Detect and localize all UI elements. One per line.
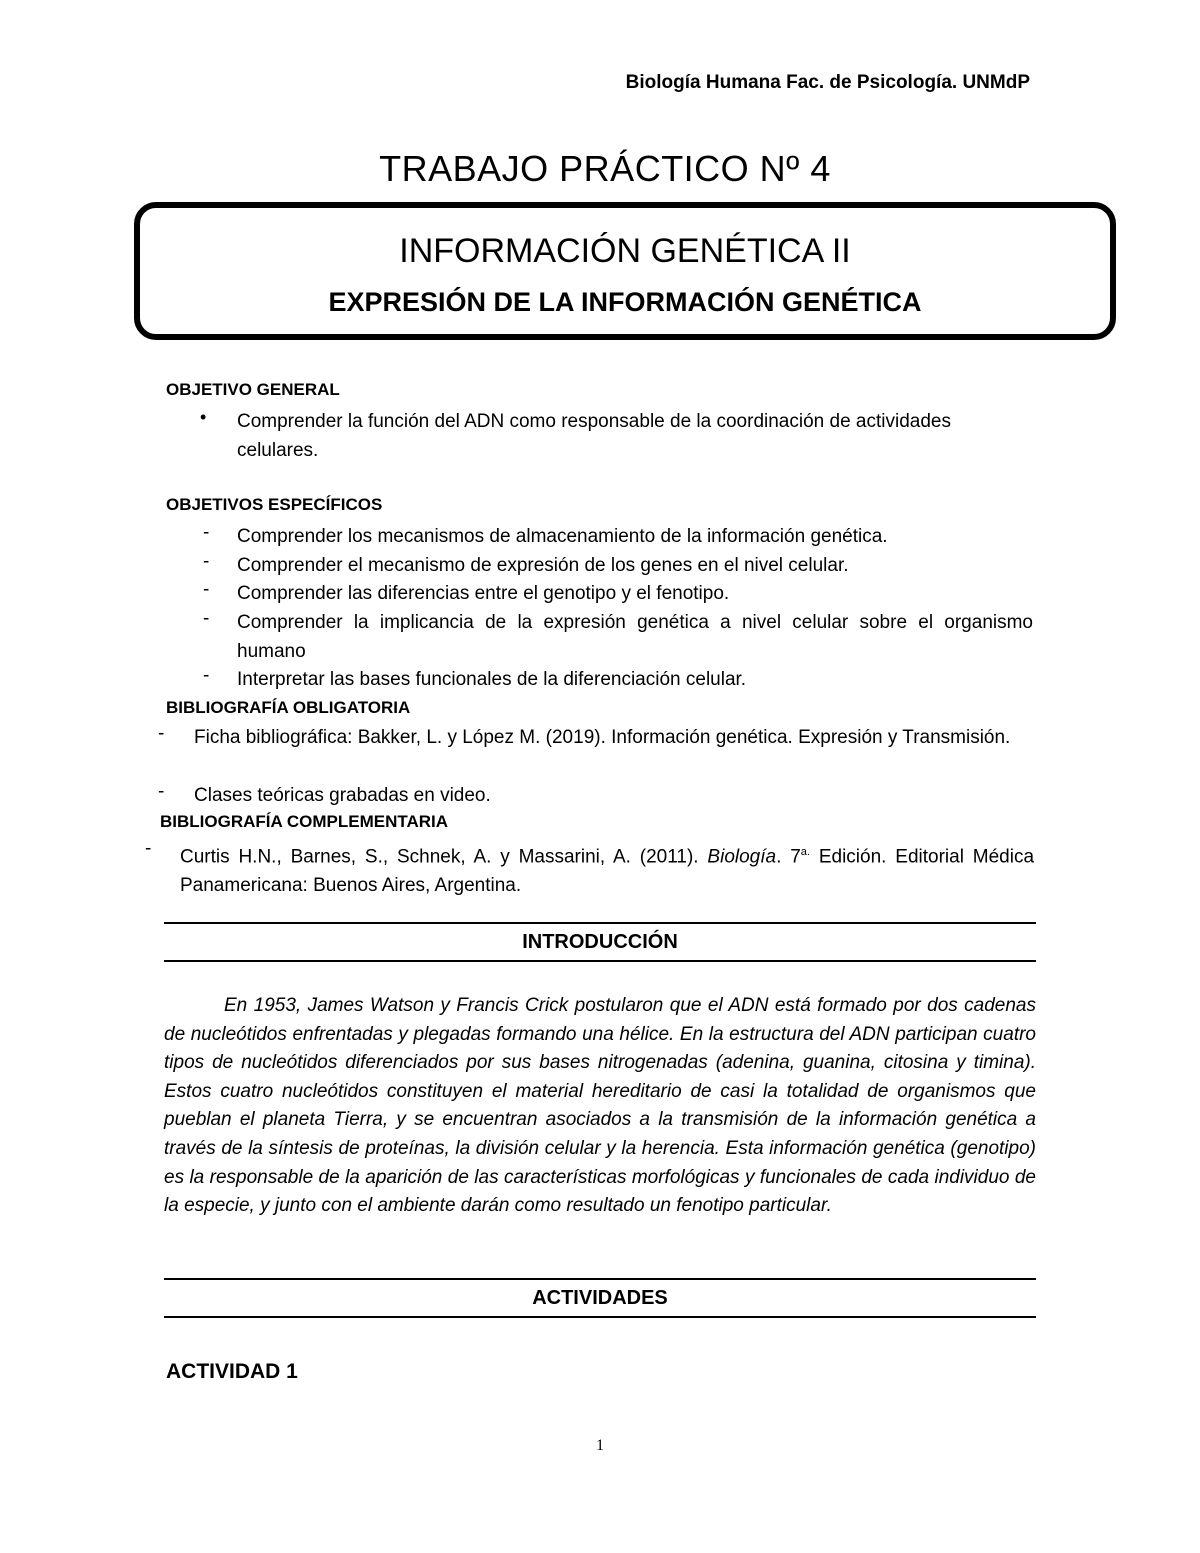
citation-title: Biología [707, 846, 777, 868]
objetivo-especifico-item: Interpretar las bases funcionales de la diferenciación celular. [237, 669, 747, 690]
page-title: TRABAJO PRÁCTICO Nº 4 [379, 148, 831, 189]
divider [164, 922, 1036, 924]
bibliografia-obligatoria-item: Ficha bibliográfica: Bakker, L. y López M. (2019). Información genética. Expresión y Transmisión. [194, 727, 1011, 748]
objetivo-general-item-line2: celulares. [237, 440, 319, 461]
divider [164, 1278, 1036, 1280]
dash-marker: - [158, 723, 165, 744]
citation-superscript: a. [800, 846, 810, 858]
objetivos-especificos-heading: OBJETIVOS ESPECÍFICOS [166, 495, 383, 514]
box-title: INFORMACIÓN GENÉTICA II [399, 232, 851, 270]
header-institution: Biología Humana Fac. de Psicología. UNMdP [625, 72, 1030, 93]
objetivo-general-item-line1: Comprender la función del ADN como responsable de la coordinación de actividades [237, 411, 951, 432]
divider [164, 1316, 1036, 1318]
dash-marker: - [203, 608, 210, 629]
bibliografia-complementaria-heading: BIBLIOGRAFÍA COMPLEMENTARIA [160, 812, 449, 831]
title-box [134, 202, 1116, 340]
citation-edition: . 7 [776, 846, 801, 868]
objetivo-especifico-item: Comprender las diferencias entre el genotipo y el fenotipo. [237, 583, 730, 604]
actividades-heading: ACTIVIDADES [532, 1287, 668, 1309]
bibliografia-complementaria-item [180, 838, 1034, 900]
dash-marker: - [203, 551, 210, 572]
divider [164, 960, 1036, 962]
bibliografia-obligatoria-heading: BIBLIOGRAFÍA OBLIGATORIA [166, 698, 411, 717]
dash-marker: - [158, 781, 165, 802]
introduccion-heading: INTRODUCCIÓN [522, 931, 678, 953]
box-subtitle: EXPRESIÓN DE LA INFORMACIÓN GENÉTICA [328, 287, 922, 317]
dash-marker: - [203, 522, 210, 543]
citation-authors: Curtis H.N., Barnes, S., Schnek, A. y Massarini, A. (2011). [180, 846, 708, 868]
introduccion-text: En 1953, James Watson y Francis Crick postularon que el ADN está formado por dos cadenas de nucleótidos enfrentadas y plegadas formando una hélice. En la estructura del ADN participan cuatro tipos de nucleótidos diferenciados por sus bases nitrogenadas (adenina, guanina, citosina y timina). Estos cuatro nucleótidos constituyen el material hereditario de casi la totalidad de organismos que pueblan el planeta Tierra, y se encuentran asociados a la transmisión de la información genética a través de la síntesis de proteínas, la división celular y la herencia. Esta información genética (genotipo) es la responsable de la aparición de las características morfológicas y funcionales de cada individuo de la especie, y junto con el ambiente darán como resultado un fenotipo particular. [164, 995, 1036, 1217]
citation-publisher: Edición. Editorial Médica Panamericana: Buenos Aires, Argentina. [180, 846, 1035, 897]
dash-marker: - [145, 838, 152, 859]
objetivo-general-heading: OBJETIVO GENERAL [166, 380, 340, 399]
objetivo-especifico-item: Comprender la implicancia de la expresión genética a nivel celular sobre el organismo humano [237, 612, 1033, 662]
objetivo-especifico-item: Comprender el mecanismo de expresión de los genes en el nivel celular. [237, 555, 849, 576]
bibliografia-obligatoria-item: Clases teóricas grabadas en video. [194, 785, 491, 806]
bullet-icon: • [200, 407, 207, 427]
actividad-1-heading: ACTIVIDAD 1 [166, 1360, 298, 1383]
dash-marker: - [203, 665, 210, 686]
dash-marker: - [203, 579, 210, 600]
page-number: 1 [596, 1437, 604, 1454]
objetivo-especifico-item: Comprender los mecanismos de almacenamiento de la información genética. [237, 526, 888, 547]
